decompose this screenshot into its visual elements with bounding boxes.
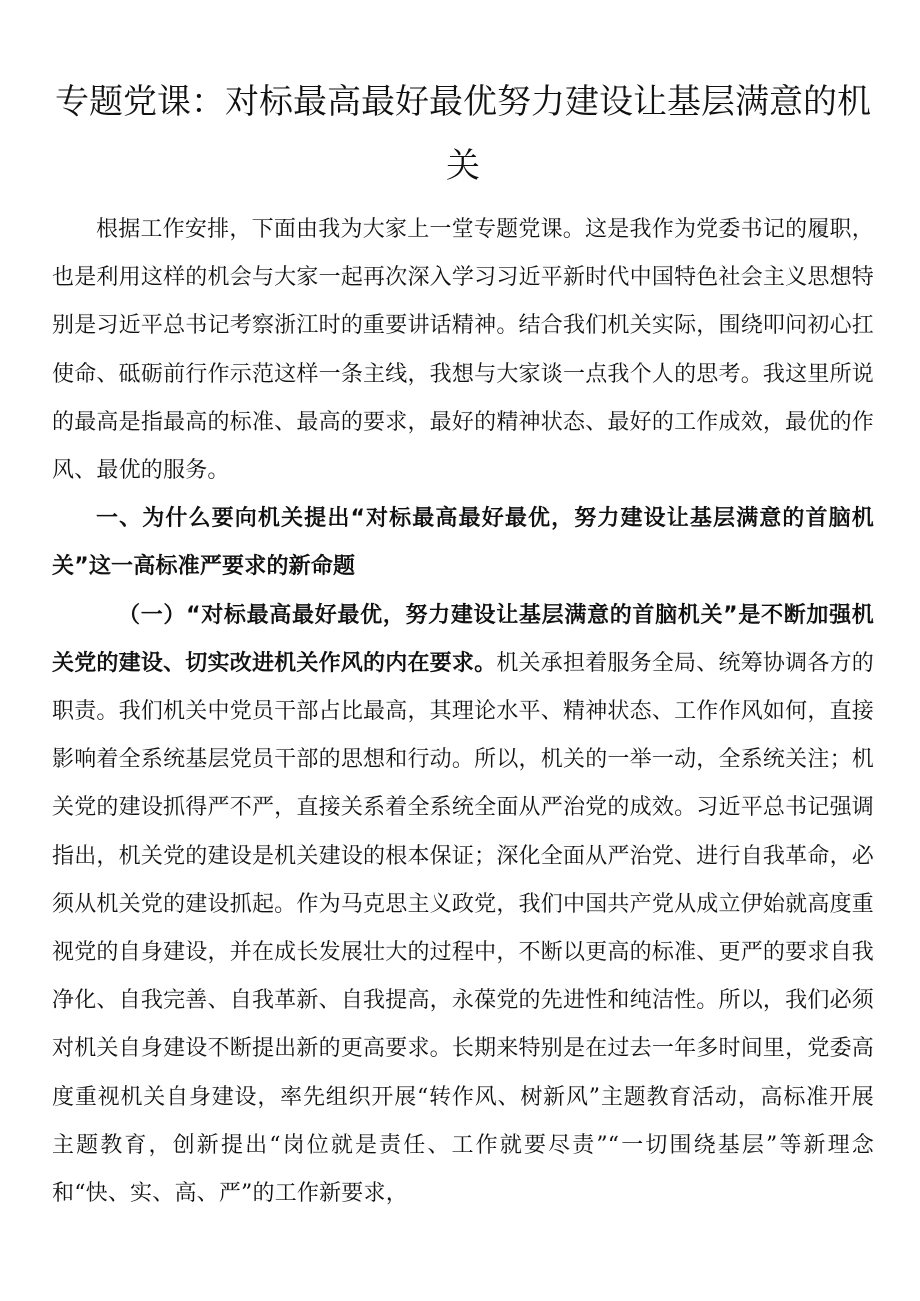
- intro-paragraph: 根据工作安排，下面由我为大家上一堂专题党课。这是我作为党委书记的履职，也是利用这样的机会与大家一起再次深入学习习近平新时代中国特色社会主义思想特别是习近平总书记考察浙江时的重要讲话精神。结合我们机关实际，围绕叩问初心扛使命、砥砺前行作示范这样一条主线，我想与大家谈一点我个人的思考。我这里所说的最高是指最高的标准、最高的要求，最好的精神状态、最好的工作成效，最优的作风、最优的服务。: [52, 217, 874, 484]
- document-title: 专题党课：对标最高最好最优努力建设让基层满意的机关: [55, 82, 871, 186]
- section-heading-1: 一、为什么要向机关提出“对标最高最好最优，努力建设让基层满意的首脑机关”这一高标准严要求的新命题: [52, 506, 874, 580]
- subsection-1-heading: （一）“对标最高最好最优，努力建设让基层满意的首脑机关”是不断加强机关党的建设、切实改进机关作风的内在要求。: [52, 602, 874, 676]
- subsection-1-paragraph: [52, 592, 874, 1219]
- document-page: [52, 70, 874, 1218]
- subsection-1-body: 机关承担着服务全局、统筹协调各方的职责。我们机关中党员干部占比最高，其理论水平、精神状态、工作作风如何，直接影响着全系统基层党员干部的思想和行动。所以，机关的一举一动，全系统关注；机关党的建设抓得严不严，直接关系着全系统全面从严治党的成效。习近平总书记强调指出，机关党的建设是机关建设的根本保证；深化全面从严治党、进行自我革命，必须从机关党的建设抓起。作为马克思主义政党，我们中国共产党从成立伊始就高度重视党的自身建设，并在成长发展壮大的过程中，不断以更高的标准、更严的要求自我净化、自我完善、自我革新、自我提高，永葆党的先进性和纯洁性。所以，我们必须对机关自身建设不断提出新的更高要求。长期来特别是在过去一年多时间里，党委高度重视机关自身建设，率先组织开展“转作风、树新风”主题教育活动，高标准开展主题教育，创新提出“岗位就是责任、工作就要尽责”“一切围绕基层”等新理念和“快、实、高、严”的工作新要求，: [52, 650, 874, 1207]
